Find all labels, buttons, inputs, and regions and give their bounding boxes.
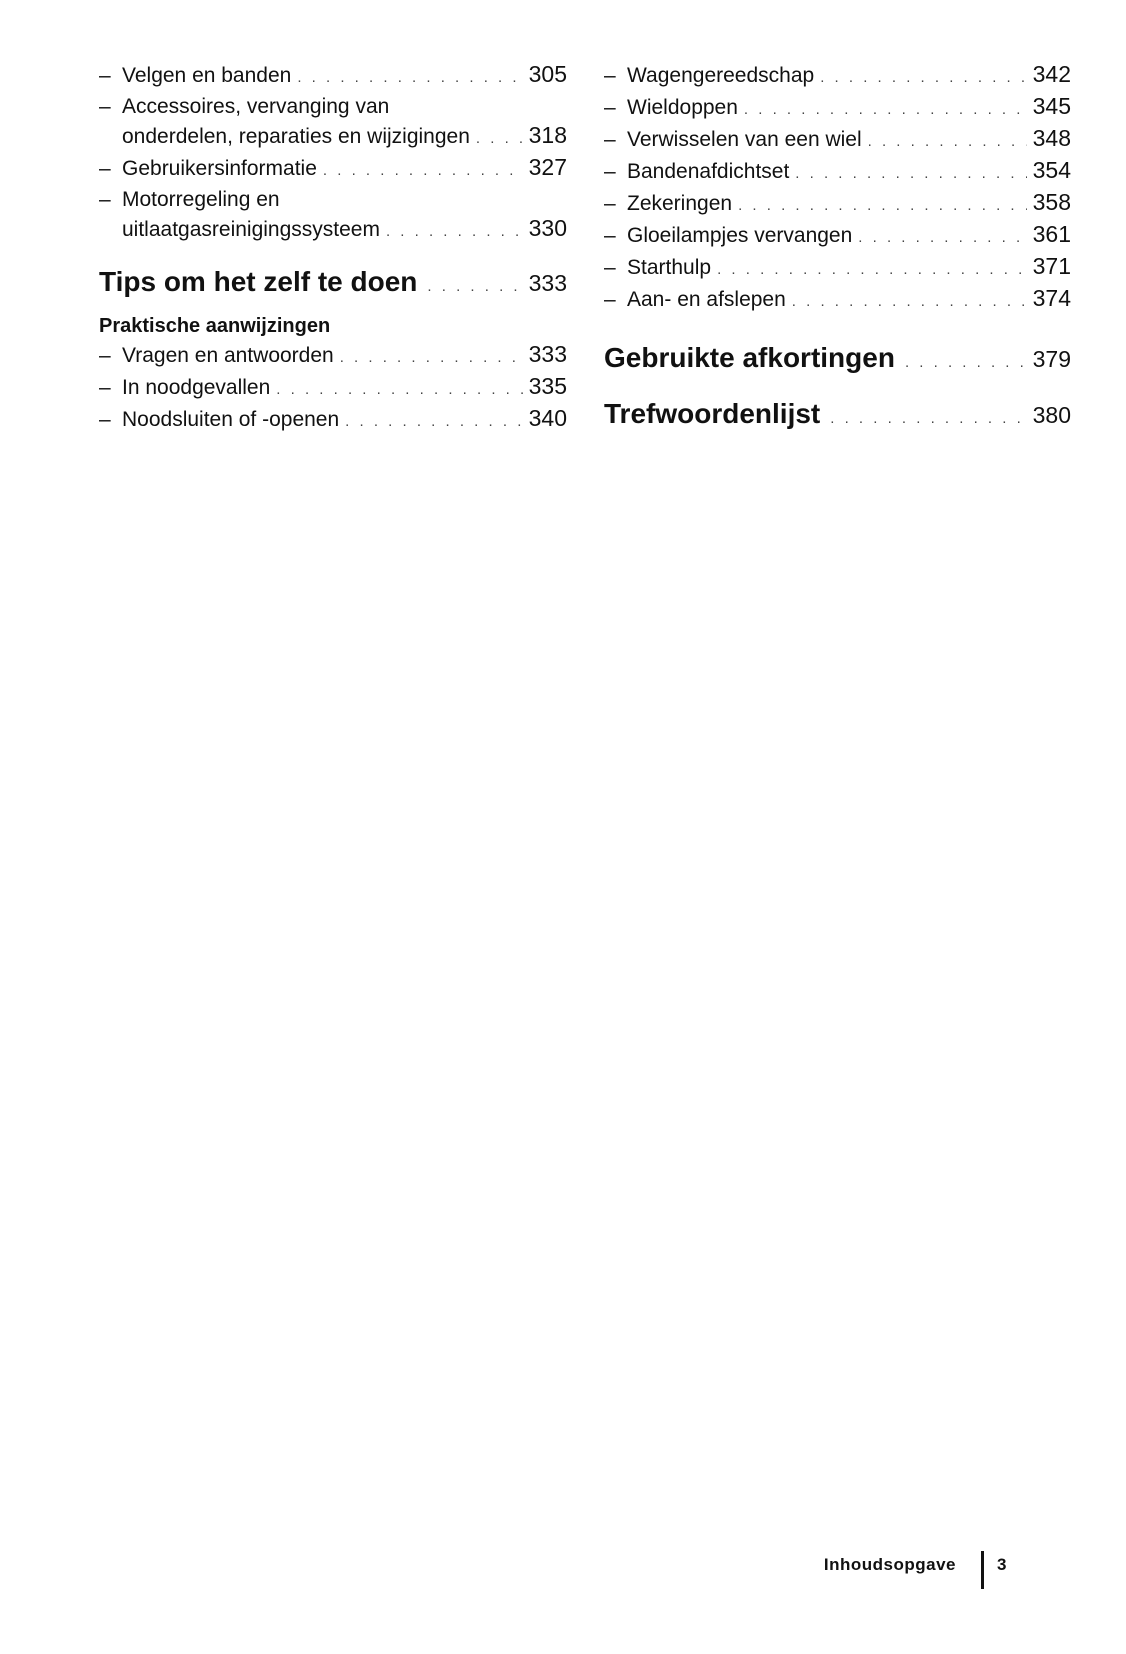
dot-leader: [276, 375, 522, 404]
dot-leader: [476, 124, 523, 153]
toc-entry[interactable]: [99, 153, 567, 185]
toc-entry[interactable]: [604, 220, 1071, 252]
toc-entry-title: Wagengereedschap: [627, 64, 815, 87]
toc-entry-title-continued: onderdelen, reparaties en wijzigingen: [122, 125, 470, 148]
page-footer: [0, 1545, 1126, 1595]
toc-entry-title: Accessoires, vervanging van: [122, 95, 390, 118]
dot-leader: [858, 223, 1026, 252]
toc-entry[interactable]: [99, 185, 567, 246]
bullet-dash: –: [604, 160, 616, 183]
dot-leader: [792, 287, 1027, 316]
dot-leader: [868, 127, 1027, 156]
dot-leader: [717, 255, 1027, 284]
section-heading-title: Trefwoordenlijst: [604, 398, 821, 429]
footer-section-label: Inhoudsopgave: [823, 1555, 956, 1574]
toc-page-number: 318: [528, 122, 567, 148]
toc-page-number: 305: [528, 61, 567, 87]
toc-entry-title: Verwisselen van een wiel: [627, 128, 862, 151]
toc-entry-title: Aan- en afslepen: [627, 288, 786, 311]
bullet-dash: –: [99, 64, 111, 87]
toc-page-number: 361: [1032, 221, 1071, 247]
toc-section-heading[interactable]: [99, 266, 567, 298]
toc-page-number: 380: [1032, 402, 1071, 428]
toc-page-number: 371: [1032, 253, 1071, 279]
toc-right-column: [604, 60, 1071, 430]
toc-page-number: 342: [1032, 61, 1071, 87]
dot-leader: [795, 159, 1026, 188]
dot-leader: [744, 95, 1027, 124]
toc-page-number: 333: [528, 341, 567, 367]
toc-entry-title: Zekeringen: [627, 192, 733, 215]
toc-entry[interactable]: [99, 60, 567, 92]
toc-subheading: Praktische aanwijzingen: [99, 315, 331, 337]
toc-entry-title: Motorregeling en: [122, 188, 280, 211]
toc-entry[interactable]: [604, 284, 1071, 316]
toc-entry[interactable]: [604, 188, 1071, 220]
toc-page-number: 358: [1032, 189, 1071, 215]
toc-entry[interactable]: [99, 340, 567, 372]
toc-section-heading[interactable]: [604, 342, 1071, 374]
toc-entry[interactable]: [604, 92, 1071, 124]
toc-entry-title: Vragen en antwoorden: [122, 344, 334, 367]
dot-leader: [386, 217, 523, 246]
bullet-dash: –: [99, 188, 111, 211]
toc-page-number: 354: [1032, 157, 1071, 183]
toc-entry[interactable]: [604, 124, 1071, 156]
toc-entry-title: Velgen en banden: [122, 64, 292, 87]
bullet-dash: –: [99, 95, 111, 118]
dot-leader: [427, 278, 522, 295]
footer-divider: [981, 1551, 984, 1589]
toc-section-heading[interactable]: [604, 398, 1071, 430]
toc-entry[interactable]: [99, 372, 567, 404]
toc-page-number: 330: [528, 215, 567, 241]
bullet-dash: –: [604, 256, 616, 279]
bullet-dash: –: [604, 192, 616, 215]
toc-page-number: 333: [528, 270, 567, 296]
toc-page-number: 379: [1032, 346, 1071, 372]
toc-page-number: 327: [528, 154, 567, 180]
dot-leader: [905, 354, 1027, 371]
bullet-dash: –: [604, 288, 616, 311]
dot-leader: [297, 63, 522, 92]
bullet-dash: –: [99, 408, 111, 431]
toc-entry[interactable]: [604, 252, 1071, 284]
bullet-dash: –: [604, 224, 616, 247]
bullet-dash: –: [99, 344, 111, 367]
toc-entry[interactable]: [99, 404, 567, 436]
toc-entry-title: Bandenafdichtset: [627, 160, 790, 183]
toc-entry-title-continued: uitlaatgasreinigingssysteem: [122, 218, 380, 241]
toc-entry-title: In noodgevallen: [122, 376, 271, 399]
bullet-dash: –: [99, 157, 111, 180]
dot-leader: [323, 156, 523, 185]
toc-entry-title: Noodsluiten of -openen: [122, 408, 340, 431]
dot-leader: [820, 63, 1026, 92]
footer-page-number: 3: [997, 1555, 1007, 1574]
bullet-dash: –: [604, 128, 616, 151]
dot-leader: [738, 191, 1027, 220]
section-heading-title: Tips om het zelf te doen: [99, 266, 418, 297]
toc-left-column: [99, 60, 567, 436]
toc-page-number: 374: [1032, 285, 1071, 311]
toc-page-number: 348: [1032, 125, 1071, 151]
dot-leader: [340, 343, 523, 372]
section-heading-title: Gebruikte afkortingen: [604, 342, 895, 373]
dot-leader: [345, 407, 522, 436]
toc-entry[interactable]: [604, 156, 1071, 188]
bullet-dash: –: [604, 64, 616, 87]
dot-leader: [830, 410, 1026, 427]
toc-entry-title: Gloeilampjes vervangen: [627, 224, 853, 247]
toc-entry-title: Wieldoppen: [627, 96, 738, 119]
bullet-dash: –: [99, 376, 111, 399]
toc-entry-title: Starthulp: [627, 256, 712, 279]
toc-entry[interactable]: [604, 60, 1071, 92]
toc-entry[interactable]: [99, 92, 567, 153]
toc-page-number: 345: [1032, 93, 1071, 119]
toc-page-number: 340: [528, 405, 567, 431]
toc-entry-title: Gebruikersinformatie: [122, 157, 317, 180]
bullet-dash: –: [604, 96, 616, 119]
toc-page-number: 335: [528, 373, 567, 399]
